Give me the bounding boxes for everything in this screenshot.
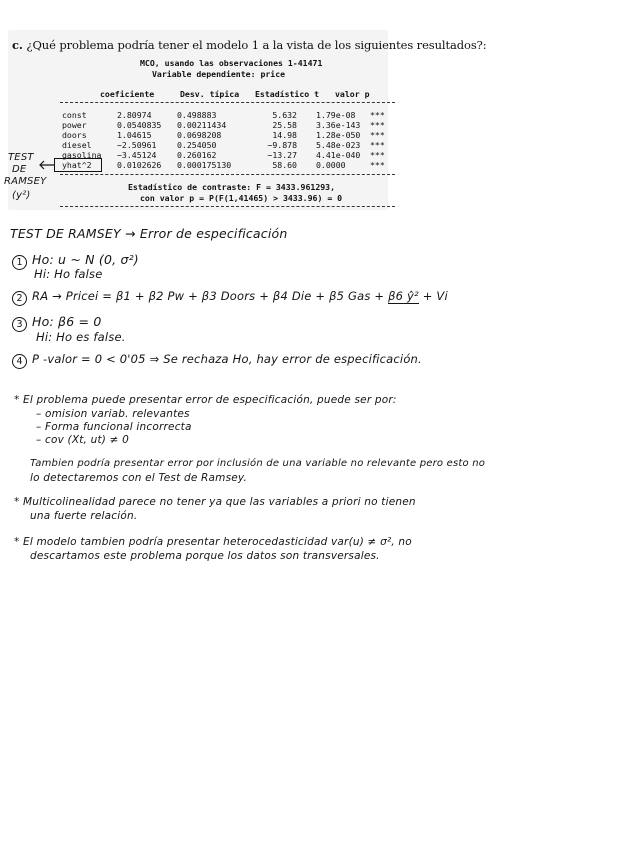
step-3-h0: Ho: β6 = 0: [32, 314, 102, 329]
note-4-line-1: * El modelo tambien podría presentar heterocedasticidad var(u) ≠ σ², no: [14, 536, 412, 548]
row-coef: −3.45124: [117, 150, 157, 160]
step-4-marker: 4: [12, 354, 27, 369]
step-3-marker: 3: [12, 317, 27, 332]
row-t: 14.98: [272, 130, 297, 140]
note-2-line-2: lo detectaremos con el Test de Ramsey.: [30, 472, 248, 484]
column-header-coef: coeficiente: [100, 89, 155, 99]
row-name: yhat^2: [62, 160, 92, 170]
row-sig: ***: [370, 110, 385, 120]
row-sig: ***: [370, 130, 385, 140]
margin-note-test: TEST: [8, 152, 34, 163]
note-1-item-1: – omision variab. relevantes: [36, 408, 190, 420]
note-1-item-2: – Forma funcional incorrecta: [36, 421, 192, 433]
row-sig: ***: [370, 120, 385, 130]
step-2-equation-tail: + Vi: [422, 289, 448, 303]
row-coef: 0.0102626: [117, 160, 162, 170]
regression-header-2: Variable dependiente: price: [152, 69, 286, 79]
question-label: c.: [12, 38, 23, 52]
row-p: 1.28e-050: [316, 130, 361, 140]
row-name: power: [62, 120, 87, 130]
note-4-line-2: descartamos este problema porque los datos son transversales.: [30, 550, 380, 562]
step-2-equation: [32, 289, 448, 303]
row-se: 0.000175130: [177, 160, 232, 170]
step-1-h1: Hi: Ho false: [34, 267, 103, 281]
note-2-line-1: Tambien podría presentar error por inclusión de una variable no relevante pero esto no: [30, 458, 486, 469]
question-title: [12, 38, 486, 52]
row-p: 5.48e-023: [316, 140, 361, 150]
step-3-h1: Hi: Ho es false.: [36, 330, 126, 344]
row-coef: −2.50961: [117, 140, 157, 150]
row-coef: 0.0540835: [117, 120, 162, 130]
row-se: 0.0698208: [177, 130, 222, 140]
table-bottom-rule: [60, 206, 395, 207]
row-sig: ***: [370, 140, 385, 150]
step-1-marker: 1: [12, 255, 27, 270]
row-t: 58.60: [272, 160, 297, 170]
row-p: 4.41e-040: [316, 150, 361, 160]
test-statistic-line: Estadístico de contraste: F = 3433.961293,: [128, 182, 336, 192]
table-top-rule: [60, 102, 395, 103]
table-mid-rule: [60, 174, 395, 175]
row-name: gasolina: [62, 150, 102, 160]
column-header-p: valor p: [335, 89, 370, 99]
ramsey-title: TEST DE RAMSEY → Error de especificación: [10, 226, 288, 241]
margin-arrow-icon: [38, 160, 56, 170]
note-3-line-2: una fuerte relación.: [30, 510, 138, 522]
regression-header-1: MCO, usando las observaciones 1-41471: [140, 58, 323, 68]
step-2-equation-main: RA → Pricei = β1 + β2 Pw + β3 Doors + β4 Die + β5 Gas +: [32, 289, 385, 303]
note-1-intro: * El problema puede presentar error de especificación, puede ser por:: [14, 394, 397, 406]
row-sig: ***: [370, 160, 385, 170]
row-se: 0.00211434: [177, 120, 227, 130]
row-name: doors: [62, 130, 87, 140]
row-t: −13.27: [267, 150, 297, 160]
row-name: diesel: [62, 140, 92, 150]
row-p: 0.0000: [316, 160, 346, 170]
row-se: 0.260162: [177, 150, 217, 160]
step-2-equation-added-term: β6 ŷ²: [388, 289, 419, 303]
margin-note-de: DE: [12, 164, 27, 175]
margin-note-yhat2: (y²): [12, 190, 31, 201]
row-name: const: [62, 110, 87, 120]
column-header-se: Desv. típica: [180, 89, 240, 99]
row-p: 1.79e-08: [316, 110, 356, 120]
row-p: 3.36e-143: [316, 120, 361, 130]
question-text: ¿Qué problema podría tener el modelo 1 a la vista de los siguientes resultados?:: [26, 38, 487, 52]
row-t: −9.878: [267, 140, 297, 150]
row-se: 0.254050: [177, 140, 217, 150]
row-t: 5.632: [272, 110, 297, 120]
row-se: 0.498883: [177, 110, 217, 120]
step-4-conclusion: P -valor = 0 < 0'05 ⇒ Se rechaza Ho, hay error de especificación.: [32, 352, 422, 366]
row-coef: 1.04615: [117, 130, 152, 140]
row-t: 25.58: [272, 120, 297, 130]
margin-note-ramsey: RAMSEY: [4, 176, 47, 187]
step-1-h0: Ho: u ~ N (0, σ²): [32, 252, 139, 267]
row-coef: 2.80974: [117, 110, 152, 120]
row-sig: ***: [370, 150, 385, 160]
note-3-line-1: * Multicolinealidad parece no tener ya que las variables a priori no tienen: [14, 496, 416, 508]
p-value-line: con valor p = P(F(1,41465) > 3433.96) = 0: [140, 193, 343, 203]
column-header-t: Estadístico t: [255, 89, 320, 99]
step-2-marker: 2: [12, 291, 27, 306]
note-1-item-3: – cov (Xt, ut) ≠ 0: [36, 434, 130, 446]
